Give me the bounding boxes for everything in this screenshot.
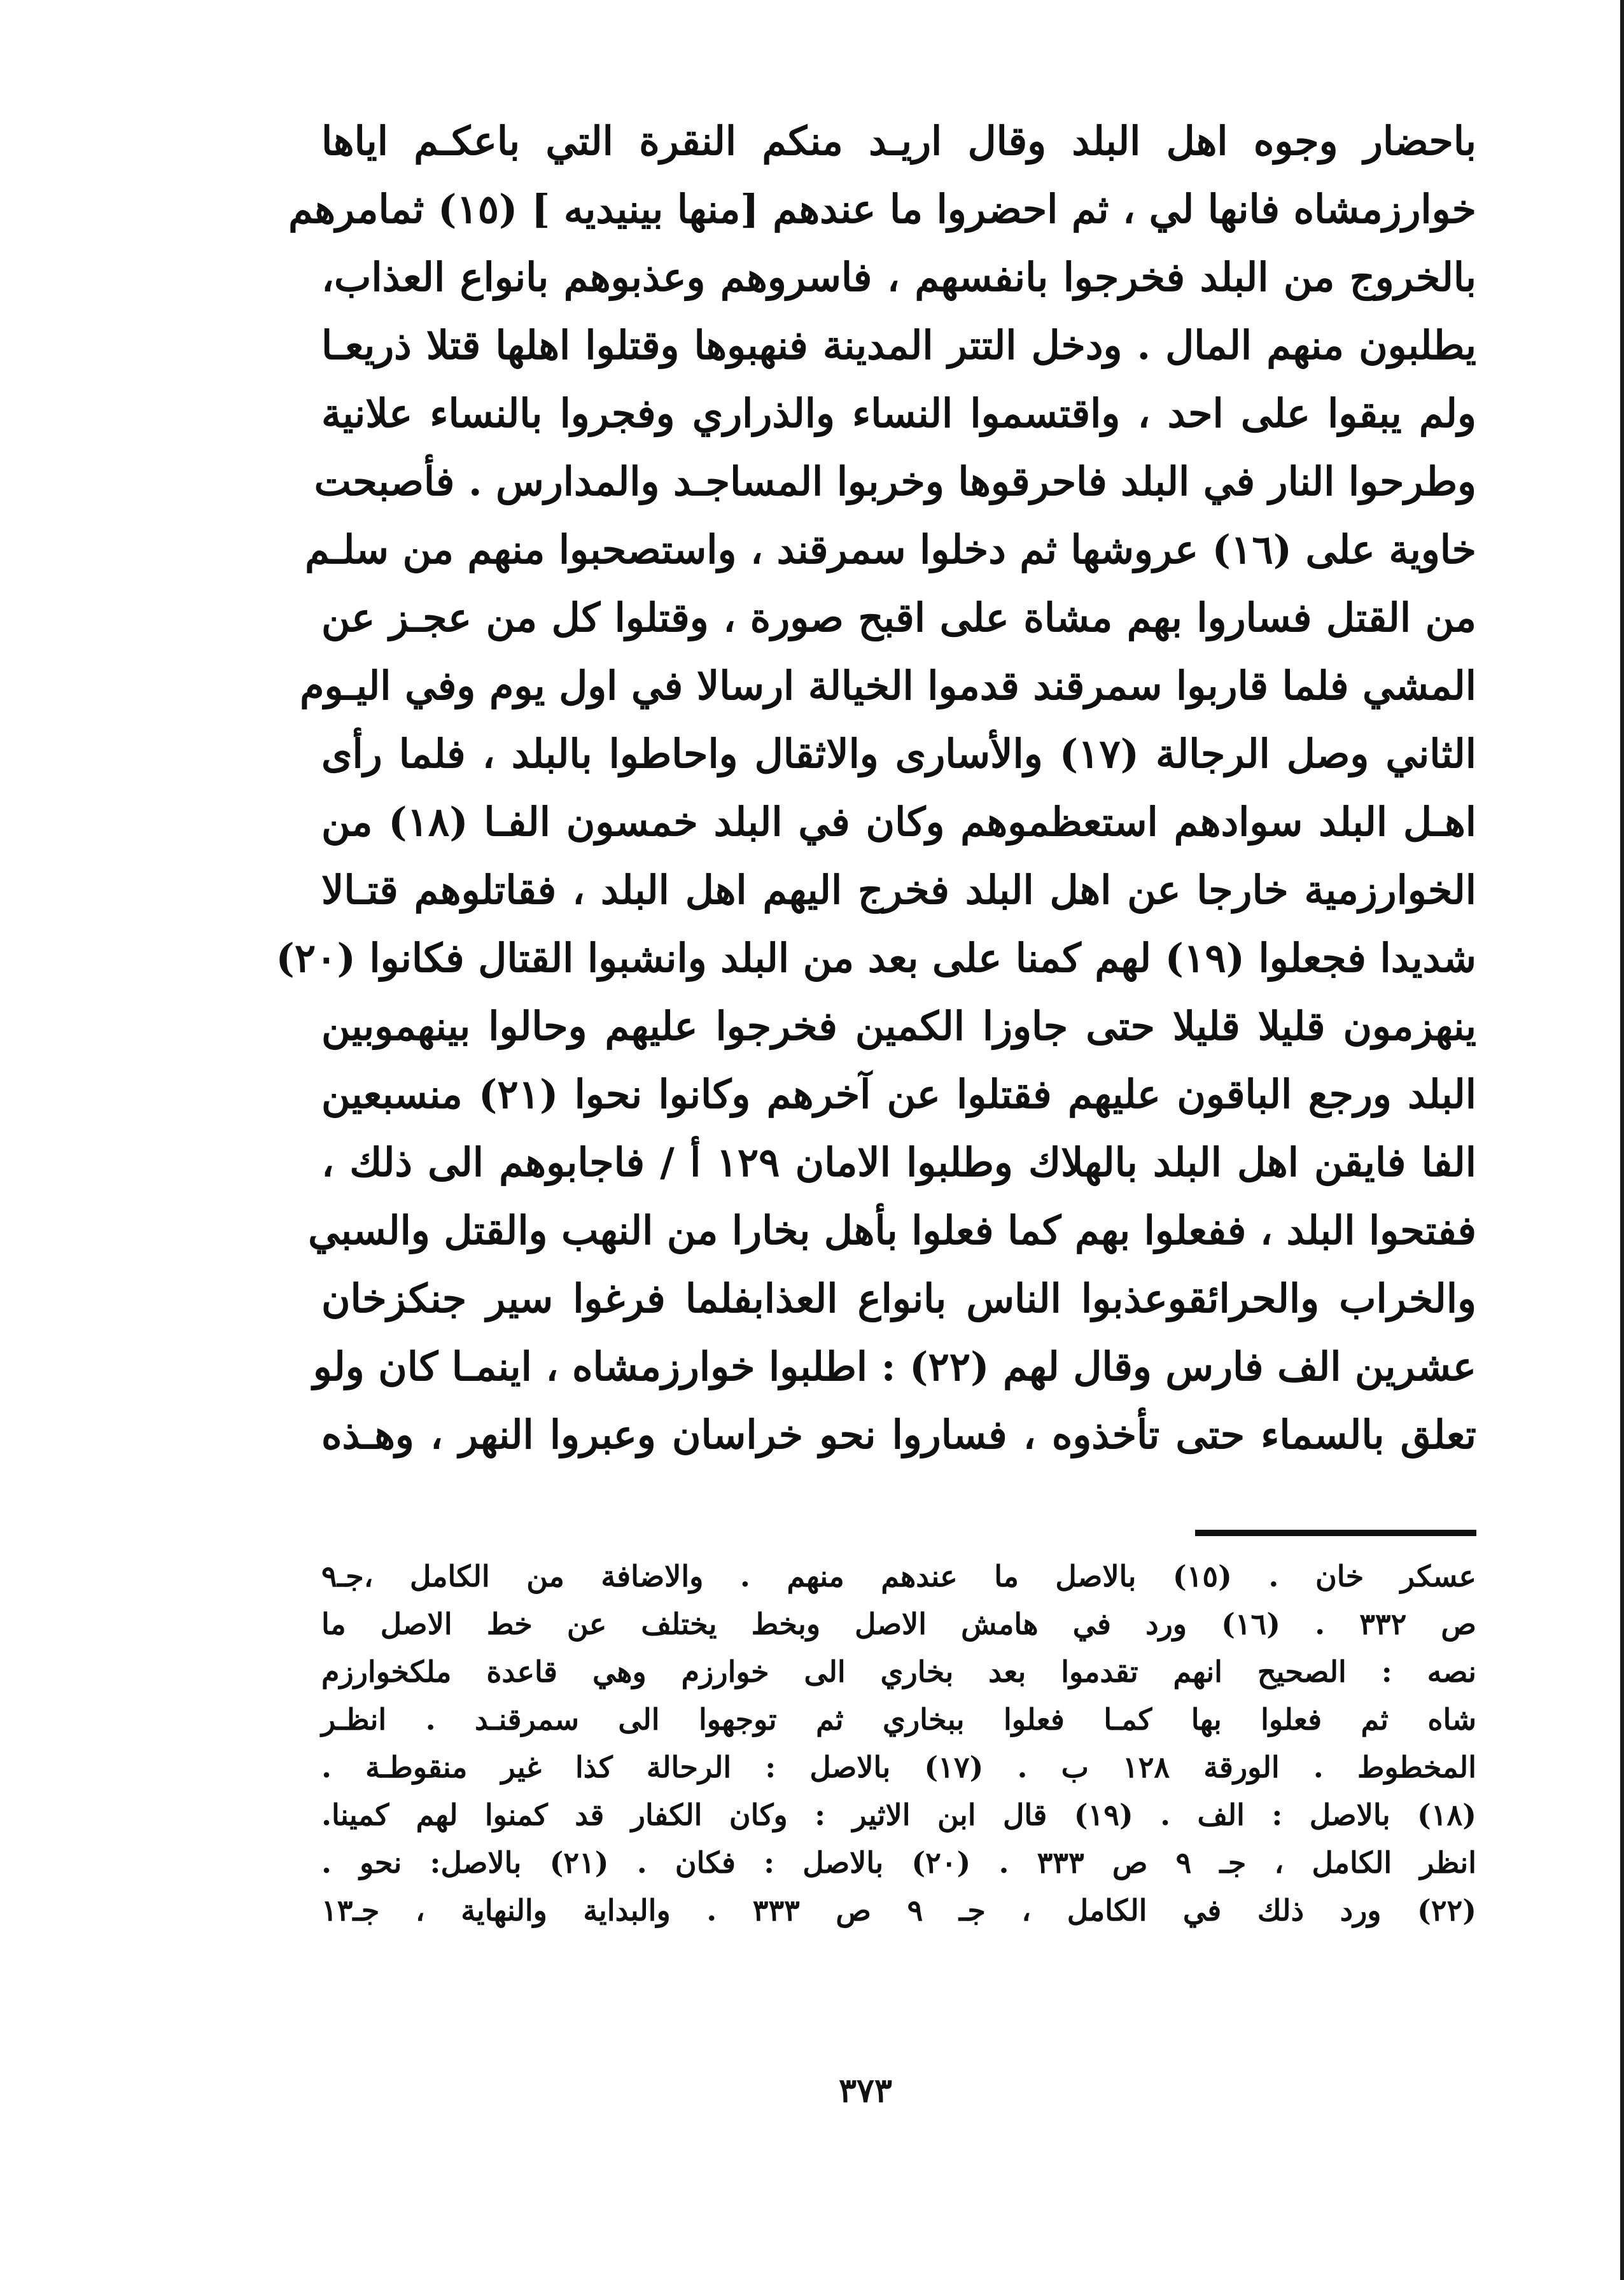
body-text-line: يطلبون منهم المال . ودخل التتر المدينة فنهبوها وقتلوا اهلها قتلا ذريعـا bbox=[321, 322, 1476, 368]
body-text-line: اهـل البلد سوادهم استعظموهم وكان في البلد خمسون الفـا (١٨) من bbox=[321, 799, 1477, 845]
body-text-line: تعلق بالسماء حتى تأخذوه ، فساروا نحو خراسان وعبروا النهر ، وهـذه bbox=[321, 1411, 1476, 1458]
body-text-line: البلد ورجع الباقون عليهم فقتلوا عن آخرهم وكانوا نحوا (٢١) منسبعين bbox=[321, 1071, 1476, 1117]
body-text-line: الثاني وصل الرجالة (١٧) والأسارى والاثقال واحاطوا بالبلد ، فلما رأى bbox=[321, 731, 1476, 777]
footnote-separator-rule bbox=[1195, 1530, 1476, 1536]
body-text-line: خوارزمشاه فانها لي ، ثم احضروا ما عندهم [منها بينيديه ] (١٥) ثمامرهم bbox=[288, 186, 1476, 232]
body-text-line: ففتحوا البلد ، ففعلوا بهم كما فعلوا بأهل بخارا من النهب والقتل والسبي bbox=[308, 1207, 1476, 1254]
body-text-line: وطرحوا النار في البلد فاحرقوها وخربوا المساجـد والمدارس . فأصبحت bbox=[314, 458, 1476, 505]
footnote-line: انظر الكامل ، جـ ٩ ص ٣٣٣ . (٢٠) بالاصل : فكان . (٢١) بالاصل: نحو . bbox=[321, 1845, 1476, 1880]
body-text-line: خاوية على (١٦) عروشها ثم دخلوا سمرقند ، واستصحبوا منهم من سلـم bbox=[305, 526, 1476, 573]
footnote-line: (١٨) بالاصل : الف . (١٩) قال ابن الاثير : وكان الكفار قد كمنوا لهم كمينا. bbox=[321, 1798, 1476, 1832]
footnote-line: عسكر خان . (١٥) بالاصل ما عندهم منهم . والاضافة من الكامل ،جـ٩ bbox=[321, 1559, 1476, 1593]
body-text-line: شديدا فجعلوا (١٩) لهم كمنا على بعد من البلد وانشبوا القتال فكانوا (٢٠) bbox=[276, 935, 1476, 981]
body-text-line: المشي فلما قاربوا سمرقند قدموا الخيالة ارسالا في اول يوم وفي اليـوم bbox=[300, 662, 1476, 709]
body-text-line: عشرين الف فارس وقال لهم (٢٢) : اطلبوا خوارزمشاه ، اينمـا كان ولو bbox=[312, 1343, 1476, 1390]
body-text-line: باحضار وجوه اهل البلد وقال اريـد منكم النقرة التي باعكـم اياها bbox=[321, 118, 1476, 164]
page-number: ٣٧٣ bbox=[839, 2071, 892, 2110]
footnote-line: (٢٢) ورد ذلك في الكامل ، جـ ٩ ص ٣٣٣ . والبداية والنهاية ، جـ١٣ bbox=[321, 1893, 1477, 1927]
footnote-line: شاه ثم فعلوا بها كمـا فعلوا ببخاري ثم توجهوا الى سمرقنـد . انظـر bbox=[321, 1702, 1476, 1737]
body-text-line: من القتل فساروا بهم مشاة على اقبح صورة ، وقتلوا كل من عجـز عن bbox=[321, 594, 1476, 641]
main-text bbox=[276, 107, 1477, 1469]
body-text-line: بالخروج من البلد فخرجوا بانفسهم ، فاسروهم وعذبوهم بانواع العذاب، bbox=[321, 254, 1476, 300]
body-text-line: ولم يبقوا على احد ، واقتسموا النساء والذراري وفجروا بالنساء علانية bbox=[321, 390, 1476, 437]
body-text-line: والخراب والحرائقوعذبوا الناس بانواع العذابفلما فرغوا سير جنكزخان bbox=[321, 1275, 1476, 1322]
body-text-line: الفا فايقن اهل البلد بالهلاك وطلبوا الامان ١٢٩ أ / فاجابوهم الى ذلك ، bbox=[321, 1139, 1476, 1185]
footnote-line: المخطوط . الورقة ١٢٨ ب . (١٧) بالاصل : الرحالة كذا غير منقوطـة . bbox=[321, 1750, 1476, 1784]
body-text-line: الخوارزمية خارجا عن اهل البلد فخرج اليهم اهل البلد ، فقاتلوهم قتـالا bbox=[321, 867, 1476, 913]
page-edge-border bbox=[1620, 0, 1624, 2280]
footnote-line: ص ٣٣٢ . (١٦) ورد في هامش الاصل وبخط يختلف عن خط الاصل ما bbox=[321, 1607, 1476, 1641]
body-text-line: ينهزمون قليلا قليلا حتى جاوزا الكمين فخرجوا عليهم وحالوا بينهموبين bbox=[321, 1003, 1476, 1049]
footnote-line: نصه : الصحيح انهم تقدموا بعد بخاري الى خوارزم وهي قاعدة ملكخوارزم bbox=[321, 1654, 1476, 1689]
footnotes-block bbox=[321, 1553, 1476, 1934]
